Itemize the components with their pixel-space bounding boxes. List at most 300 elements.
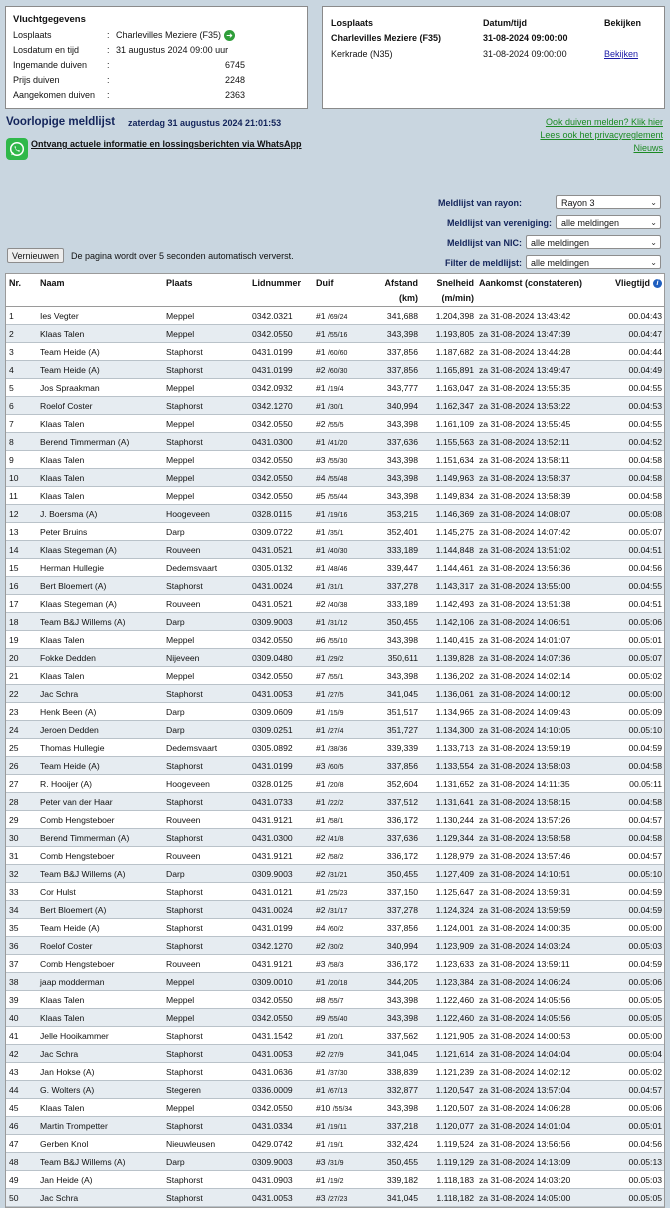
cell-duif (313, 505, 368, 523)
nic-select[interactable] (526, 235, 661, 249)
cell-plaats: Staphorst (163, 685, 249, 703)
cell-afstand: 340,994 (368, 937, 420, 955)
cell-lidnummer: 0342.1270 (249, 937, 313, 955)
cell-plaats: Darp (163, 613, 249, 631)
cell-plaats: Staphorst (163, 757, 249, 775)
duif-rank: #3 (316, 958, 326, 969)
duif-detail: /27/23 (327, 1195, 348, 1203)
cell-naam: Bert Bloemert (A) (37, 577, 163, 595)
cell-snelheid: 1.136,061 (420, 685, 476, 703)
cell-lidnummer: 0431.0053 (249, 1045, 313, 1063)
cell-aankomst: za 31-08-2024 14:05:56 (476, 1009, 598, 1027)
cell-nr: 11 (6, 487, 37, 505)
cell-lidnummer: 0305.0132 (249, 559, 313, 577)
cell-plaats: Staphorst (163, 577, 249, 595)
info-icon[interactable]: i (653, 279, 662, 288)
duif-detail: /69/24 (327, 313, 348, 321)
cell-lidnummer: 0431.9121 (249, 811, 313, 829)
cell-aankomst: za 31-08-2024 14:07:36 (476, 649, 598, 667)
cell-naam: Jac Schra (37, 685, 163, 703)
cell-aankomst: za 31-08-2024 13:57:26 (476, 811, 598, 829)
cell-snelheid: 1.123,633 (420, 955, 476, 973)
cell-nr: 42 (6, 1045, 37, 1063)
cell-snelheid: 1.120,547 (420, 1081, 476, 1099)
cell-afstand: 341,045 (368, 1189, 420, 1207)
cell-duif (313, 955, 368, 973)
release-sites-panel (322, 6, 665, 109)
cell-duif (313, 613, 368, 631)
cell-snelheid: 1.122,460 (420, 991, 476, 1009)
cell-plaats: Staphorst (163, 1027, 249, 1045)
cell-plaats: Meppel (163, 991, 249, 1009)
info-value: 6745 (224, 60, 245, 70)
rayon-select[interactable] (556, 195, 661, 209)
duif-rank: #1 (316, 310, 326, 321)
cell-afstand: 337,856 (368, 919, 420, 937)
cell-afstand: 337,278 (368, 901, 420, 919)
cell-nr: 27 (6, 775, 37, 793)
cell-plaats: Staphorst (163, 793, 249, 811)
cell-lidnummer: 0431.1542 (249, 1027, 313, 1045)
duif-detail: /58/3 (327, 961, 344, 969)
page-date: zaterdag 31 augustus 2024 21:01:53 (128, 118, 282, 128)
cell-naam: Berend Timmerman (A) (37, 829, 163, 847)
cell-naam: Klaas Talen (37, 415, 163, 433)
duif-rank: #1 (316, 724, 326, 735)
cell-lidnummer: 0431.0199 (249, 919, 313, 937)
page-title: Voorlopige meldlijst (6, 116, 116, 128)
cell-duif (313, 487, 368, 505)
duif-rank: #3 (316, 760, 326, 771)
duif-detail: /20/18 (327, 979, 348, 987)
cell-naam: Klaas Talen (37, 991, 163, 1009)
cell-duif (313, 1171, 368, 1189)
filter-label-rayon: Meldlijst van rayon: (437, 198, 522, 208)
refresh-button[interactable]: Vernieuwen (7, 248, 64, 263)
cell-snelheid: 1.119,129 (420, 1153, 476, 1171)
cell-nr: 28 (6, 793, 37, 811)
duif-rank: #1 (316, 688, 326, 699)
cell-lidnummer: 0431.0199 (249, 757, 313, 775)
cell-snelheid: 1.121,239 (420, 1063, 476, 1081)
cell-vliegtijd: 00.04:49 (598, 361, 664, 379)
duif-detail: /27/4 (327, 727, 344, 735)
cell-snelheid: 1.124,324 (420, 901, 476, 919)
duif-detail: /60/2 (327, 925, 344, 933)
cell-aankomst: za 31-08-2024 13:51:02 (476, 541, 598, 559)
cell-aankomst: za 31-08-2024 13:47:39 (476, 325, 598, 343)
cell-naam: Klaas Stegeman (A) (37, 541, 163, 559)
release-location-value: Charlevilles Meziere (F35) (116, 30, 222, 40)
duif-rank: #1 (316, 814, 326, 825)
cell-duif (313, 541, 368, 559)
cell-naam: Jac Schra (37, 1189, 163, 1207)
cell-naam: Klaas Talen (37, 325, 163, 343)
duif-rank: #2 (316, 364, 326, 375)
whatsapp-link[interactable]: Ontvang actuele informatie en lossingsberichten via WhatsApp (31, 139, 302, 149)
cell-plaats: Staphorst (163, 361, 249, 379)
cell-lidnummer: 0309.0010 (249, 973, 313, 991)
cell-vliegtijd: 00.05:03 (598, 1171, 664, 1189)
cell-naam: Team B&J Willems (A) (37, 613, 163, 631)
cell-snelheid: 1.144,848 (420, 541, 476, 559)
cell-aankomst: za 31-08-2024 14:00:53 (476, 1027, 598, 1045)
duif-detail: /20/8 (327, 781, 344, 789)
table-row (6, 1045, 664, 1063)
cell-plaats: Darp (163, 721, 249, 739)
cell-vliegtijd: 00.04:58 (598, 451, 664, 469)
cell-snelheid: 1.155,563 (420, 433, 476, 451)
col-header-aankomst: Aankomst (constateren) (476, 274, 598, 307)
chevron-down-icon: ⌄ (650, 238, 657, 247)
cell-nr: 32 (6, 865, 37, 883)
cell-naam: Berend Timmerman (A) (37, 433, 163, 451)
view-release-link[interactable]: Bekijken (604, 49, 639, 59)
snelheid-unit: (m/min) (441, 293, 474, 303)
table-row (6, 1153, 664, 1171)
info-value: 2363 (224, 90, 245, 100)
cell-vliegtijd: 00.04:55 (598, 379, 664, 397)
club-select[interactable] (556, 215, 661, 229)
cell-aankomst: za 31-08-2024 14:00:12 (476, 685, 598, 703)
cell-lidnummer: 0342.0550 (249, 667, 313, 685)
table-row (6, 739, 664, 757)
cell-afstand: 341,688 (368, 307, 420, 325)
chevron-down-icon: ⌄ (650, 218, 657, 227)
cell-nr: 25 (6, 739, 37, 757)
table-row (6, 865, 664, 883)
cell-plaats: Staphorst (163, 397, 249, 415)
duif-rank: #1 (316, 400, 326, 411)
news-link[interactable]: Nieuws (633, 143, 663, 153)
cell-lidnummer: 0342.0550 (249, 1099, 313, 1117)
cell-snelheid: 1.140,415 (420, 631, 476, 649)
cell-plaats: Nieuwleusen (163, 1135, 249, 1153)
cell-vliegtijd: 00.05:11 (598, 775, 664, 793)
cell-naam: jaap modderman (37, 973, 163, 991)
cell-plaats: Dedemsvaart (163, 559, 249, 577)
report-pigeons-link[interactable]: Ook duiven melden? Klik hier (545, 117, 663, 127)
table-row (6, 721, 664, 739)
duif-rank: #1 (316, 328, 326, 339)
duif-detail: /31/1 (327, 583, 344, 591)
release-location: Charlevilles Meziere (F35) (331, 33, 442, 43)
cell-duif (313, 595, 368, 613)
cell-afstand: 339,339 (368, 739, 420, 757)
cell-naam: Jeroen Dedden (37, 721, 163, 739)
cell-vliegtijd: 00.05:00 (598, 919, 664, 937)
cell-plaats: Rouveen (163, 541, 249, 559)
cell-lidnummer: 0431.0733 (249, 793, 313, 811)
cell-nr: 33 (6, 883, 37, 901)
list-filter-select[interactable] (526, 255, 661, 269)
cell-aankomst: za 31-08-2024 14:09:43 (476, 703, 598, 721)
cell-duif (313, 415, 368, 433)
cell-naam: Jac Schra (37, 1045, 163, 1063)
duif-detail: /55/34 (332, 1105, 353, 1113)
table-row (6, 919, 664, 937)
duif-rank: #5 (316, 490, 326, 501)
whatsapp-icon[interactable] (6, 138, 28, 160)
cell-duif (313, 1153, 368, 1171)
cell-vliegtijd: 00.04:51 (598, 541, 664, 559)
duif-rank: #1 (316, 580, 326, 591)
cell-afstand: 351,727 (368, 721, 420, 739)
cell-snelheid: 1.165,891 (420, 361, 476, 379)
info-value: 2248 (224, 75, 245, 85)
table-row (6, 361, 664, 379)
cell-duif (313, 667, 368, 685)
cell-aankomst: za 31-08-2024 13:59:11 (476, 955, 598, 973)
cell-aankomst: za 31-08-2024 14:02:12 (476, 1063, 598, 1081)
cell-duif (313, 1009, 368, 1027)
cell-snelheid: 1.204,398 (420, 307, 476, 325)
cell-naam: Team Heide (A) (37, 343, 163, 361)
table-row (6, 541, 664, 559)
cell-afstand: 333,189 (368, 595, 420, 613)
cell-snelheid: 1.125,647 (420, 883, 476, 901)
cell-plaats: Meppel (163, 487, 249, 505)
table-row (6, 1135, 664, 1153)
duif-rank: #2 (316, 832, 326, 843)
cell-aankomst: za 31-08-2024 14:13:09 (476, 1153, 598, 1171)
table-row (6, 937, 664, 955)
cell-afstand: 343,398 (368, 667, 420, 685)
table-row (6, 667, 664, 685)
info-value (116, 28, 235, 42)
col-header-lidnummer: Lidnummer (249, 274, 313, 307)
duif-rank: #7 (316, 670, 326, 681)
cell-aankomst: za 31-08-2024 13:53:22 (476, 397, 598, 415)
cell-naam: Peter van der Haar (37, 793, 163, 811)
cell-lidnummer: 0342.0550 (249, 991, 313, 1009)
cell-snelheid: 1.122,460 (420, 1009, 476, 1027)
cell-aankomst: za 31-08-2024 13:57:04 (476, 1081, 598, 1099)
table-row (6, 343, 664, 361)
cell-afstand: 337,856 (368, 757, 420, 775)
table-row (6, 649, 664, 667)
cell-vliegtijd: 00.05:01 (598, 631, 664, 649)
table-row (6, 505, 664, 523)
arrow-right-icon[interactable]: ➜ (224, 30, 235, 41)
cell-aankomst: za 31-08-2024 14:08:07 (476, 505, 598, 523)
cell-plaats: Staphorst (163, 1063, 249, 1081)
cell-snelheid: 1.130,244 (420, 811, 476, 829)
rayon-select-value: Rayon 3 (561, 198, 595, 208)
cell-aankomst: za 31-08-2024 13:43:42 (476, 307, 598, 325)
duif-rank: #1 (316, 526, 326, 537)
info-label: Aangekomen duiven (13, 90, 96, 100)
duif-detail: /19/11 (327, 1123, 347, 1131)
duif-detail: /27/9 (327, 1051, 344, 1059)
cell-nr: 39 (6, 991, 37, 1009)
cell-aankomst: za 31-08-2024 14:03:24 (476, 937, 598, 955)
duif-rank: #2 (316, 598, 326, 609)
table-row (6, 523, 664, 541)
cell-afstand: 352,401 (368, 523, 420, 541)
table-row (6, 1189, 664, 1207)
cell-nr: 16 (6, 577, 37, 595)
info-label: Losplaats (13, 30, 52, 40)
cell-aankomst: za 31-08-2024 14:01:04 (476, 1117, 598, 1135)
cell-aankomst: za 31-08-2024 13:58:39 (476, 487, 598, 505)
cell-duif (313, 451, 368, 469)
cell-afstand: 337,278 (368, 577, 420, 595)
cell-lidnummer: 0431.0334 (249, 1117, 313, 1135)
cell-naam: Comb Hengsteboer (37, 847, 163, 865)
cell-naam: Jan Heide (A) (37, 1171, 163, 1189)
table-header-row (6, 274, 664, 307)
cell-duif (313, 739, 368, 757)
duif-detail: /35/1 (327, 529, 344, 537)
cell-afstand: 343,398 (368, 1099, 420, 1117)
release-location: Kerkrade (N35) (331, 49, 393, 59)
table-row (6, 1027, 664, 1045)
cell-duif (313, 469, 368, 487)
cell-aankomst: za 31-08-2024 14:10:05 (476, 721, 598, 739)
cell-lidnummer: 0342.0550 (249, 451, 313, 469)
cell-lidnummer: 0431.0199 (249, 343, 313, 361)
cell-duif (313, 721, 368, 739)
table-row (6, 883, 664, 901)
cell-plaats: Darp (163, 865, 249, 883)
cell-nr: 23 (6, 703, 37, 721)
cell-lidnummer: 0431.9121 (249, 847, 313, 865)
cell-naam: Roelof Coster (37, 937, 163, 955)
cell-nr: 5 (6, 379, 37, 397)
cell-vliegtijd: 00.04:57 (598, 847, 664, 865)
cell-aankomst: za 31-08-2024 13:58:03 (476, 757, 598, 775)
cell-naam: Jan Hokse (A) (37, 1063, 163, 1081)
col-header-snelheid (420, 274, 476, 307)
cell-vliegtijd: 00.05:10 (598, 865, 664, 883)
cell-vliegtijd: 00.04:55 (598, 415, 664, 433)
cell-afstand: 336,172 (368, 811, 420, 829)
cell-vliegtijd: 00.04:56 (598, 1135, 664, 1153)
table-row (6, 433, 664, 451)
duif-detail: /31/12 (327, 619, 348, 627)
cell-lidnummer: 0309.0609 (249, 703, 313, 721)
duif-rank: #1 (316, 616, 326, 627)
cell-lidnummer: 0342.0550 (249, 631, 313, 649)
duif-detail: /31/17 (327, 907, 348, 915)
cell-afstand: 337,636 (368, 433, 420, 451)
cell-afstand: 351,517 (368, 703, 420, 721)
cell-duif (313, 919, 368, 937)
cell-plaats: Staphorst (163, 919, 249, 937)
table-row (6, 847, 664, 865)
cell-naam: Team B&J Willems (A) (37, 1153, 163, 1171)
cell-aankomst: za 31-08-2024 13:55:35 (476, 379, 598, 397)
cell-nr: 4 (6, 361, 37, 379)
table-row (6, 1171, 664, 1189)
results-table (5, 273, 665, 1208)
duif-rank: #2 (316, 868, 326, 879)
duif-rank: #1 (316, 1174, 326, 1185)
duif-rank: #1 (316, 886, 326, 897)
cell-afstand: 333,189 (368, 541, 420, 559)
cell-afstand: 332,424 (368, 1135, 420, 1153)
cell-plaats: Meppel (163, 973, 249, 991)
cell-plaats: Meppel (163, 379, 249, 397)
cell-afstand: 352,604 (368, 775, 420, 793)
cell-plaats: Nijeveen (163, 649, 249, 667)
cell-duif (313, 559, 368, 577)
cell-nr: 30 (6, 829, 37, 847)
duif-rank: #1 (316, 382, 326, 393)
duif-rank: #1 (316, 742, 326, 753)
cell-lidnummer: 0309.0251 (249, 721, 313, 739)
duif-rank: #4 (316, 922, 326, 933)
cell-lidnummer: 0431.9121 (249, 955, 313, 973)
duif-detail: /37/30 (327, 1069, 348, 1077)
cell-plaats: Staphorst (163, 433, 249, 451)
cell-nr: 35 (6, 919, 37, 937)
table-row (6, 397, 664, 415)
cell-naam: Roelof Coster (37, 397, 163, 415)
duif-rank: #1 (316, 1138, 326, 1149)
duif-detail: /55/5 (327, 421, 344, 429)
cell-aankomst: za 31-08-2024 13:58:37 (476, 469, 598, 487)
cell-vliegtijd: 00.05:06 (598, 1099, 664, 1117)
cell-aankomst: za 31-08-2024 14:10:51 (476, 865, 598, 883)
duif-detail: /20/1 (327, 1033, 344, 1041)
cell-vliegtijd: 00.04:59 (598, 883, 664, 901)
cell-nr: 18 (6, 613, 37, 631)
cell-nr: 37 (6, 955, 37, 973)
cell-snelheid: 1.163,047 (420, 379, 476, 397)
cell-duif (313, 1117, 368, 1135)
duif-detail: /58/2 (327, 853, 344, 861)
duif-rank: #2 (316, 418, 326, 429)
cell-aankomst: za 31-08-2024 14:01:07 (476, 631, 598, 649)
cell-afstand: 337,150 (368, 883, 420, 901)
table-row (6, 469, 664, 487)
cell-vliegtijd: 00.04:53 (598, 397, 664, 415)
table-row (6, 1009, 664, 1027)
cell-afstand: 339,447 (368, 559, 420, 577)
duif-rank: #2 (316, 1048, 326, 1059)
duif-detail: /55/48 (327, 475, 348, 483)
duif-rank: #1 (316, 1120, 326, 1131)
duif-rank: #1 (316, 436, 326, 447)
cell-nr: 10 (6, 469, 37, 487)
duif-detail: /40/38 (327, 601, 348, 609)
cell-afstand: 343,398 (368, 487, 420, 505)
cell-duif (313, 1063, 368, 1081)
cell-vliegtijd: 00.05:05 (598, 991, 664, 1009)
cell-nr: 31 (6, 847, 37, 865)
cell-plaats: Dedemsvaart (163, 739, 249, 757)
cell-vliegtijd: 00.04:47 (598, 325, 664, 343)
cell-snelheid: 1.136,202 (420, 667, 476, 685)
cell-snelheid: 1.142,106 (420, 613, 476, 631)
duif-detail: /55/1 (327, 673, 344, 681)
cell-lidnummer: 0305.0892 (249, 739, 313, 757)
cell-afstand: 338,839 (368, 1063, 420, 1081)
cell-duif (313, 973, 368, 991)
cell-snelheid: 1.146,369 (420, 505, 476, 523)
cell-nr: 21 (6, 667, 37, 685)
cell-vliegtijd: 00.04:58 (598, 487, 664, 505)
cell-naam: Comb Hengsteboer (37, 955, 163, 973)
col-header-vliegtijd (598, 274, 664, 307)
privacy-link[interactable]: Lees ook het privacyreglement (540, 130, 663, 140)
cell-lidnummer: 0328.0115 (249, 505, 313, 523)
table-row (6, 793, 664, 811)
cell-afstand: 343,398 (368, 325, 420, 343)
cell-nr: 46 (6, 1117, 37, 1135)
